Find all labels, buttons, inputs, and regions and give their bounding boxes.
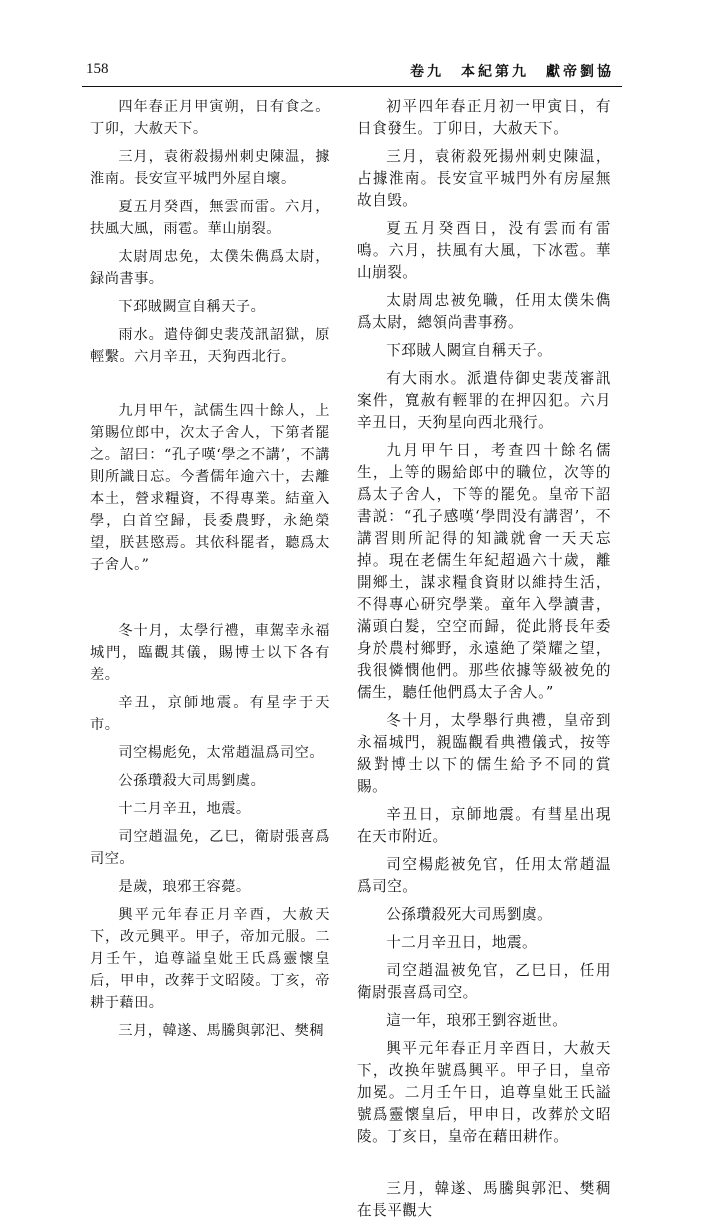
translation-paragraph: 十二月辛丑日，地震。 [386, 934, 538, 951]
translation-paragraph: 司空楊彪被免官，任用太常趙温爲司空。 [357, 856, 611, 895]
translation-paragraph: 下邳賊人闕宣自稱天子。 [386, 342, 553, 359]
classical-paragraph: 下邳賊闕宣自稱天子。 [118, 299, 266, 315]
translation-paragraph: 這一年，琅邪王劉容逝世。 [386, 1012, 568, 1029]
translation-paragraph: 有大雨水。派遣侍御史裴茂審訊案件，寬赦有輕罪的在押囚犯。六月辛丑日，天狗星向西北飛行。 [357, 370, 611, 431]
translation-paragraph: 公孫瓚殺死大司馬劉虞。 [386, 906, 553, 923]
classical-paragraph: 雨水。遣侍御史裴茂訊詔獄，原輕繫。六月辛丑，天狗西北行。 [90, 327, 330, 365]
header-rule [82, 86, 622, 87]
classical-text-column [90, 96, 330, 1048]
page-number: 158 [86, 61, 109, 77]
classical-paragraph: 三月，韓遂、馬騰與郭汜、樊稠 [118, 1023, 325, 1039]
classical-paragraph: 夏五月癸酉，無雲而雷。六月，扶風大風，雨雹。華山崩裂。 [90, 199, 330, 237]
classical-paragraph: 司空趙温免，乙巳，衛尉張喜爲司空。 [90, 829, 330, 867]
translation-paragraph: 夏五月癸酉日，没有雲而有雷鳴。六月，扶風有大風，下冰雹。華山崩裂。 [357, 220, 611, 281]
translation-paragraph: 司空趙温被免官，乙巳日，任用衛尉張喜爲司空。 [357, 962, 611, 1001]
translation-paragraph: 辛丑日，京師地震。有彗星出現在天市附近。 [357, 806, 611, 845]
translation-paragraph: 興平元年春正月辛酉日，大赦天下，改换年號爲興平。甲子日，皇帝加冕。二月壬午日，追尊皇妣王氏謚號爲靈懷皇后，甲申日，改葬於文昭陵。丁亥日，皇帝在藉田耕作。 [357, 1040, 611, 1145]
translation-paragraph: 初平四年春正月初一甲寅日，有日食發生。丁卯日，大赦天下。 [357, 98, 611, 137]
translation-paragraph: 冬十月，太學舉行典禮，皇帝到永福城門，親臨觀看典禮儀式，按等級對博士以下的儒生給予不同的賞賜。 [357, 712, 611, 795]
classical-paragraph: 四年春正月甲寅朔，日有食之。丁卯，大赦天下。 [90, 99, 330, 137]
classical-paragraph: 三月，袁術殺揚州刺史陳温，據淮南。長安宣平城門外屋自壞。 [90, 149, 330, 187]
translation-paragraph: 三月，袁術殺死揚州刺史陳温，占據淮南。長安宣平城門外有房屋無故自毁。 [357, 148, 611, 209]
classical-paragraph: 九月甲午，試儒生四十餘人，上第賜位郎中，次太子舍人，下第者罷之。詔曰：“孔子嘆‘學之不講’，不講則所識日忘。今耆儒年逾六十，去離本土，營求糧資，不得專業。結童入學，白首空歸，長委農野，永絶榮望，朕甚愍焉。其依科罷者，聽爲太子舍人。” [90, 403, 330, 573]
classical-paragraph: 是歲，琅邪王容薨。 [118, 879, 251, 895]
classical-paragraph: 太尉周忠免，太僕朱儁爲太尉，録尚書事。 [90, 249, 330, 287]
classical-paragraph: 興平元年春正月辛酉，大赦天下，改元興平。甲子，帝加元服。二月壬午，追尊謚皇妣王氏爲靈懷皇后，甲申，改葬于文昭陵。丁亥，帝耕于藉田。 [90, 907, 330, 1011]
classical-paragraph: 十二月辛丑，地震。 [118, 801, 251, 817]
running-title: 卷九 本紀第九 獻帝劉協 [410, 64, 614, 80]
translation-paragraph: 三月，韓遂、馬騰與郭汜、樊稠在長平觀大 [357, 1180, 611, 1219]
classical-paragraph: 冬十月，太學行禮，車駕幸永福城門，臨觀其儀，賜博士以下各有差。 [90, 623, 330, 683]
translation-paragraph: 九月甲午日，考查四十餘名儒生，上等的賜給郎中的職位，次等的爲太子舍人，下等的罷免。皇帝下詔書説：“孔子感嘆‘學問没有講習’，不講習則所記得的知識就會一天天忘掉。現在老儒生年紀超過六十歲，離開鄉土，謀求糧食資財以維持生活，不得專心研究學業。童年入學讀書，滿頭白髮，空空而歸，從此將長年委身於農村鄉野，永遠絶了榮耀之望，我很憐憫他們。那些依據等級被免的儒生，聽任他們爲太子舍人。” [357, 442, 611, 701]
classical-paragraph: 辛丑，京師地震。有星孛于天市。 [90, 695, 330, 733]
classical-paragraph: 公孫瓚殺大司馬劉虞。 [118, 773, 266, 789]
translation-paragraph: 太尉周忠被免職，任用太僕朱儁爲太尉，總領尚書事務。 [357, 292, 611, 331]
translation-text-column [357, 96, 611, 1228]
classical-paragraph: 司空楊彪免，太常趙温爲司空。 [118, 745, 325, 761]
page-header [82, 58, 622, 82]
